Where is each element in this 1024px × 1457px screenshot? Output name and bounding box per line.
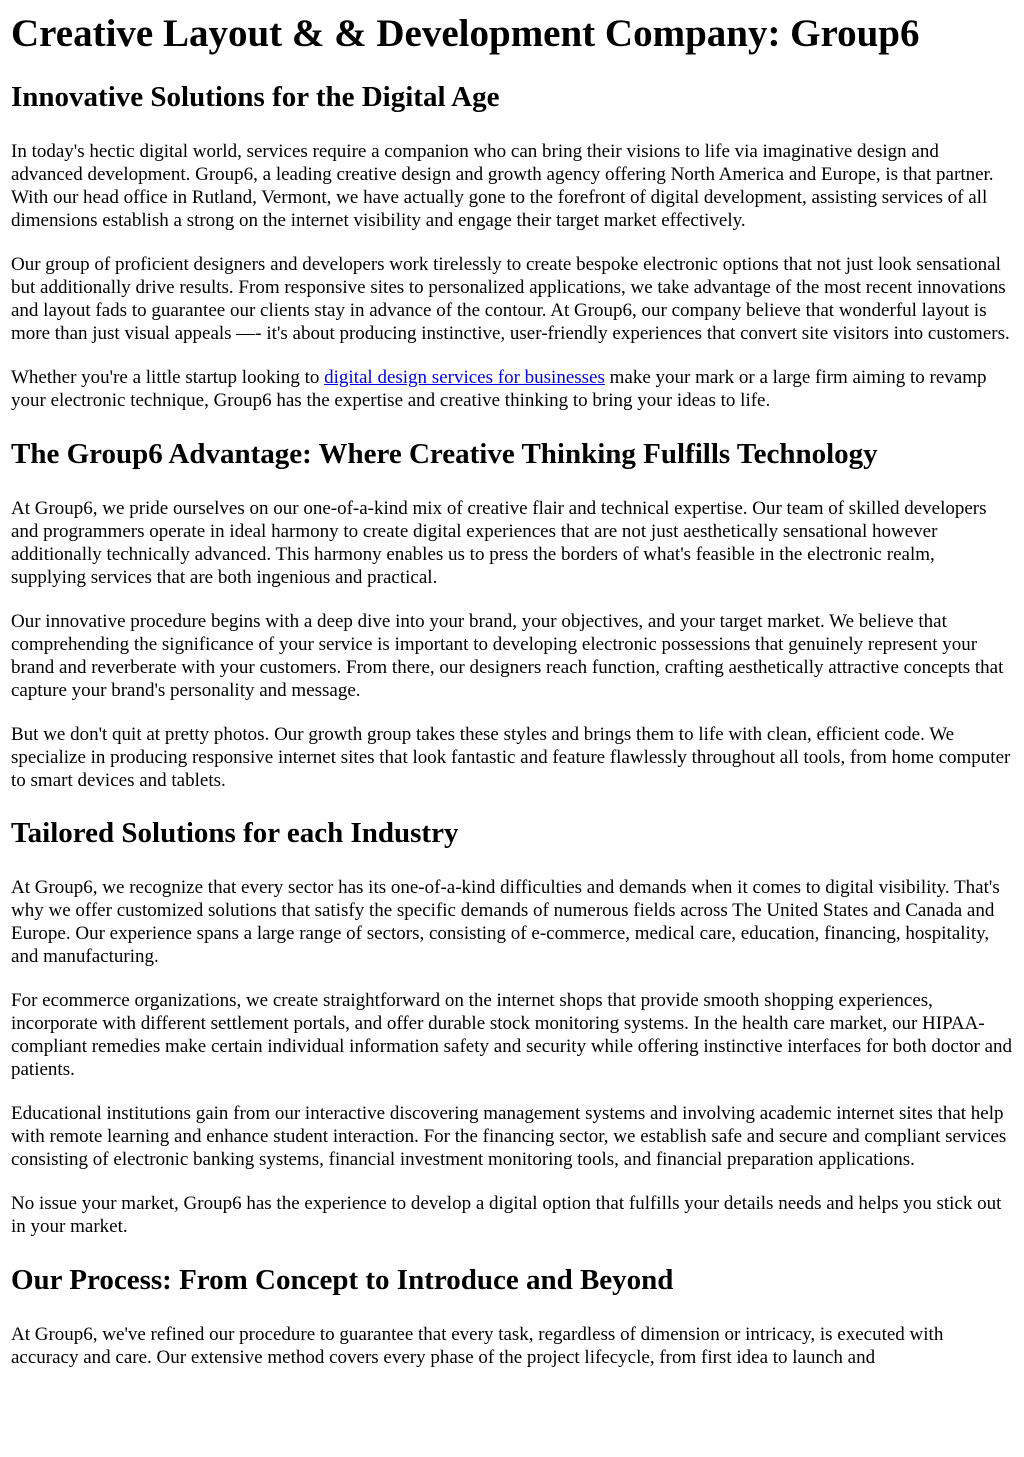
paragraph: But we don't quit at pretty photos. Our growth group takes these styles and brings them to life with clean, efficient code. We specialize in producing responsive internet sites that look fantastic and feature flawlessly throughout all tools, from home computer to smart devices and tablets. [11,724,1011,791]
paragraph: At Group6, we've refined our procedure to guarantee that every task, regardless of dimension or intricacy, is executed with accuracy and care. Our extensive method covers every phase of the project lifecycle, from first idea to launch and [11,1324,944,1368]
paragraph: In today's hectic digital world, services require a companion who can bring their visions to life via imaginative design and advanced development. Group6, a leading creative design and growth agency offering North America and Europe, is that partner. With our head office in Rutland, Vermont, we have actually gone to the forefront of digital development, assisting services of all dimensions establish a strong on the internet visibility and engage their target market effectively. [11,141,994,231]
page-title: Creative Layout & & Development Company: Group6 [11,12,920,55]
digital-design-services-link[interactable]: digital design services for businesses [324,367,605,388]
paragraph: For ecommerce organizations, we create straightforward on the internet shops that provide smooth shopping experiences, incorporate with different settlement portals, and offer durable stock monitoring systems. In the health care market, our HIPAA-compliant remedies make certain individual information safety and security while offering instinctive interfaces for both doctor and patients. [11,990,1013,1080]
paragraph: No issue your market, Group6 has the experience to develop a digital option that fulfills your details needs and helps you stick out in your market. [11,1193,1002,1237]
section-heading-our-process: Our Process: From Concept to Introduce and Beyond [11,1264,674,1296]
article [0,11,1024,1369]
paragraph-text: Whether you're a little startup looking to [11,367,325,388]
paragraph: At Group6, we pride ourselves on our one-of-a-kind mix of creative flair and technical expertise. Our team of skilled developers and programmers operate in ideal harmony to create digital experiences that are not just aesthetically sensational however additionally technically advanced. This harmony enables us to press the borders of what's feasible in the electronic realm, supplying services that are both ingenious and practical. [11,498,987,588]
section-heading-innovative-solutions: Innovative Solutions for the Digital Age [11,81,500,113]
paragraph-with-link [11,366,1014,412]
section-heading-group6-advantage: The Group6 Advantage: Where Creative Thinking Fulfills Technology [11,438,878,470]
paragraph: Our innovative procedure begins with a deep dive into your brand, your objectives, and your target market. We believe that comprehending the significance of your service is important to developing electronic possessions that genuinely represent your brand and reverberate with your customers. From there, our designers reach function, crafting aesthetically attractive concepts that capture your brand's personality and message. [11,611,1004,701]
paragraph: At Group6, we recognize that every sector has its one-of-a-kind difficulties and demands when it comes to digital visibility. That's why we offer customized solutions that satisfy the specific demands of numerous fields across The United States and Canada and Europe. Our experience spans a large range of sectors, consisting of e-commerce, medical care, education, financing, hospitality, and manufacturing. [11,877,1000,967]
paragraph: Our group of proficient designers and developers work tirelessly to create bespoke electronic options that not just look sensational but additionally drive results. From responsive sites to personalized applications, we take advantage of the most recent innovations and layout fads to guarantee our clients stay in advance of the contour. At Group6, our company believe that wonderful layout is more than just visual appeals —- it's about producing instinctive, user-friendly experiences that convert site visitors into customers. [11,254,1010,344]
paragraph-text: make your mark or a large firm aiming to revamp your electronic technique, Group6 has the expertise and creative thinking to bring your ideas to life. [11,367,987,411]
section-heading-tailored-solutions: Tailored Solutions for each Industry [11,817,459,849]
paragraph: Educational institutions gain from our interactive discovering management systems and involving academic internet sites that help with remote learning and enhance student interaction. For the financing sector, we establish safe and secure and compliant services consisting of electronic banking systems, financial investment monitoring tools, and financial preparation applications. [11,1103,1007,1170]
